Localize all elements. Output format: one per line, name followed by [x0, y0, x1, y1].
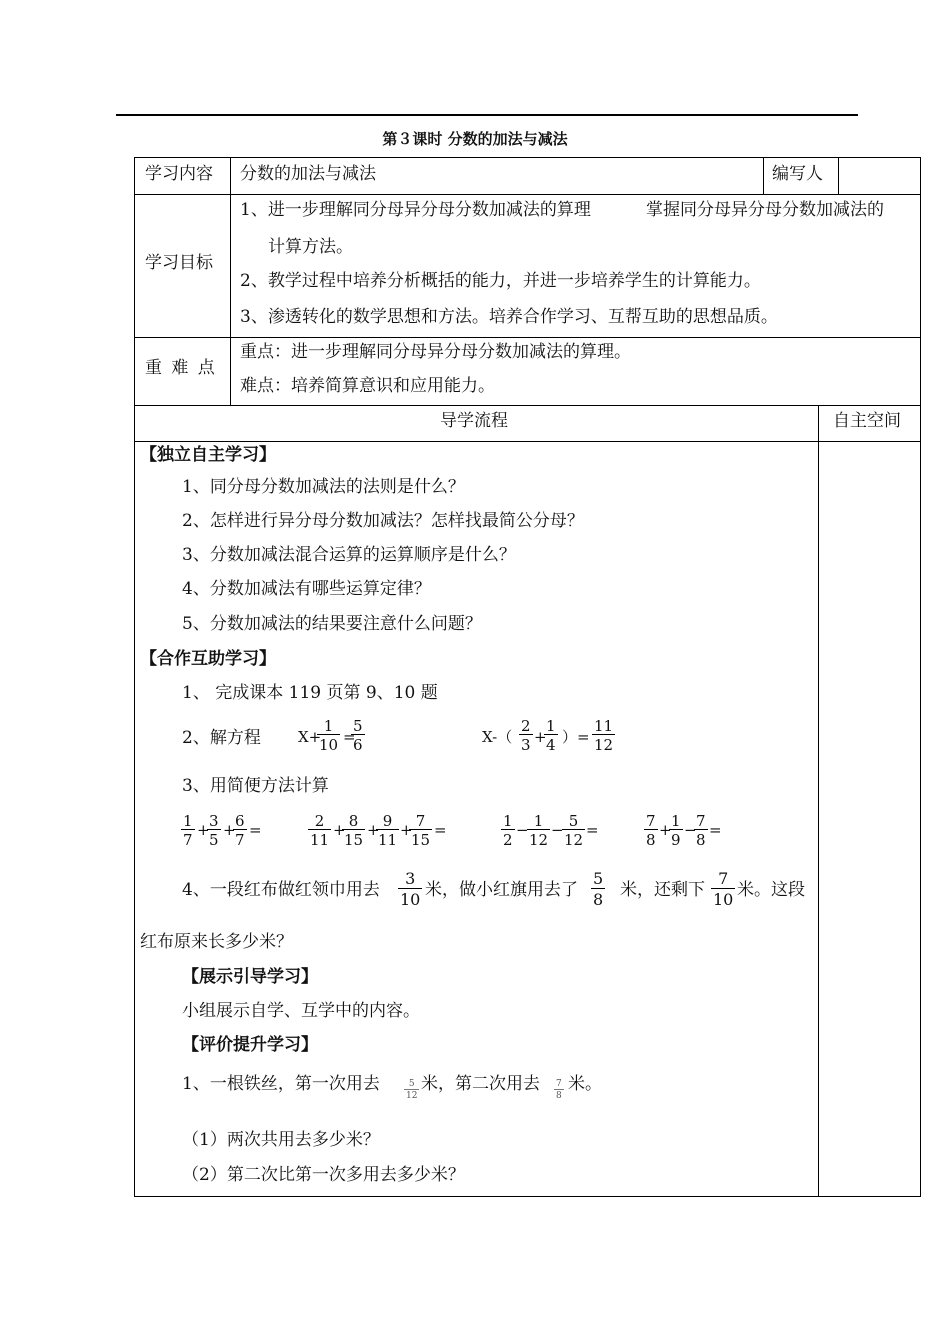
- calc2-equals: =: [434, 821, 447, 839]
- independent-q3: 3、分数加减法混合运算的运算顺序是什么？: [182, 545, 516, 565]
- task4-fraction-2: $\frac{5}{8}$: [593, 869, 604, 909]
- cooperative-task2-label: 2、解方程: [182, 728, 261, 748]
- eq1-prefix: X+: [298, 728, 322, 746]
- calc3-equals: =: [586, 821, 599, 839]
- calc3-minus-2: −: [551, 821, 564, 839]
- cooperative-task3-label: 3、用简便方法计算: [182, 776, 329, 796]
- evaluate-sub2: （2）第二次比第一次多用去多少米？: [182, 1165, 465, 1185]
- eq2-fraction-c: $\frac{11}{12}$: [594, 717, 614, 754]
- evaluate-q1-a: 1、一根铁丝，第一次用去: [182, 1074, 380, 1094]
- evaluate-q1-b: 米，第二次用去: [421, 1074, 540, 1094]
- calc2-fraction-3: $\frac{9}{11}$: [378, 812, 398, 849]
- page-title: 第３课时 分数的加法与减法: [382, 130, 568, 148]
- independent-heading: 【独立自主学习】: [140, 445, 276, 465]
- eq2-plus: +: [534, 728, 547, 746]
- eq1-fraction-b: $\frac{5}{6}$: [353, 717, 363, 754]
- goal-1-part2: 掌握同分母异分母分数加减法的: [646, 200, 884, 220]
- eq2-prefix: X-（: [482, 728, 513, 746]
- independent-q4: 4、分数加减法有哪些运算定律？: [182, 579, 431, 599]
- cooperative-task1: 1、 完成课本 119 页第 9、10 题: [182, 683, 438, 703]
- independent-q2: 2、怎样进行异分母分数加减法？怎样找最简公分母？: [182, 511, 584, 531]
- calc1-plus-2: +: [223, 821, 236, 839]
- calc1-fraction-2: $\frac{3}{5}$: [209, 812, 219, 849]
- space-header: 自主空间: [833, 411, 901, 431]
- calc2-plus-1: +: [333, 821, 346, 839]
- eq2-fraction-b: $\frac{1}{4}$: [546, 717, 556, 754]
- evaluate-heading: 【评价提升学习】: [182, 1035, 318, 1055]
- calc1-equals: =: [249, 821, 262, 839]
- content-value: 分数的加法与减法: [240, 164, 376, 184]
- task4-text-c: 米，还剩下: [620, 880, 705, 900]
- task4-text-e: 红布原来长多少米？: [140, 932, 293, 952]
- hard-point: 难点：培养简算意识和应用能力。: [240, 376, 495, 396]
- key-point: 重点：进一步理解同分母异分母分数加减法的算理。: [240, 342, 631, 362]
- top-rule: [116, 114, 858, 116]
- task4-text-b: 米，做小红旗用去了: [425, 880, 578, 900]
- calc4-fraction-3: $\frac{7}{8}$: [696, 812, 706, 849]
- calc4-fraction-1: $\frac{7}{8}$: [646, 812, 656, 849]
- cooperative-heading: 【合作互助学习】: [140, 649, 276, 669]
- eq1-fraction-a: $\frac{1}{10}$: [319, 717, 339, 754]
- calc3-fraction-2: $\frac{1}{12}$: [529, 812, 549, 849]
- task4-fraction-3: $\frac{7}{10}$: [713, 869, 734, 909]
- calc4-plus: +: [659, 821, 672, 839]
- calc3-fraction-1: $\frac{1}{2}$: [503, 812, 513, 849]
- goals-label: 学习目标: [145, 253, 213, 273]
- goal-1-part3: 计算方法。: [268, 237, 353, 257]
- eq2-close: ）=: [562, 728, 590, 746]
- calc1-plus-1: +: [197, 821, 210, 839]
- goal-1-part1: 1、进一步理解同分母异分母分数加减法的算理: [240, 200, 591, 220]
- content-label: 学习内容: [145, 164, 213, 184]
- calc2-fraction-1: $\frac{2}{11}$: [310, 812, 330, 849]
- author-label: 编写人: [772, 164, 823, 184]
- calc3-fraction-3: $\frac{5}{12}$: [564, 812, 584, 849]
- evaluate-q1-c: 米。: [568, 1074, 602, 1094]
- eq1-equals: =: [343, 728, 356, 746]
- calc4-minus: −: [684, 821, 697, 839]
- keypoints-label: 重 难 点: [145, 358, 217, 378]
- calc2-fraction-4: $\frac{7}{15}$: [411, 812, 431, 849]
- independent-q1: 1、同分母分数加减法的法则是什么？: [182, 477, 465, 497]
- task4-text-d: 米。这段: [737, 880, 805, 900]
- calc1-fraction-1: $\frac{1}{7}$: [183, 812, 193, 849]
- flow-header: 导学流程: [440, 411, 508, 431]
- independent-q5: 5、分数加减法的结果要注意什么问题？: [182, 614, 482, 634]
- eq2-fraction-a: $\frac{2}{3}$: [521, 717, 531, 754]
- calc2-plus-2: +: [367, 821, 380, 839]
- calc1-fraction-3: $\frac{6}{7}$: [235, 812, 245, 849]
- task4-fraction-1: $\frac{3}{10}$: [400, 869, 421, 909]
- calc2-fraction-2: $\frac{8}{15}$: [344, 812, 364, 849]
- calc2-plus-3: +: [400, 821, 413, 839]
- calc4-equals: =: [709, 821, 722, 839]
- goal-2: 2、教学过程中培养分析概括的能力，并进一步培养学生的计算能力。: [240, 271, 761, 291]
- display-text: 小组展示自学、互学中的内容。: [182, 1001, 420, 1021]
- evaluate-fraction-1: $\frac{5}{12}$: [406, 1079, 418, 1101]
- calc3-minus-1: −: [516, 821, 529, 839]
- evaluate-fraction-2: $\frac{7}{8}$: [556, 1079, 562, 1101]
- task4-text-a: 4、一段红布做红领巾用去: [182, 880, 380, 900]
- display-heading: 【展示引导学习】: [182, 967, 318, 987]
- evaluate-sub1: （1）两次共用去多少米？: [182, 1130, 380, 1150]
- goal-3: 3、渗透转化的数学思想和方法。培养合作学习、互帮互助的思想品质。: [240, 307, 778, 327]
- calc4-fraction-2: $\frac{1}{9}$: [671, 812, 681, 849]
